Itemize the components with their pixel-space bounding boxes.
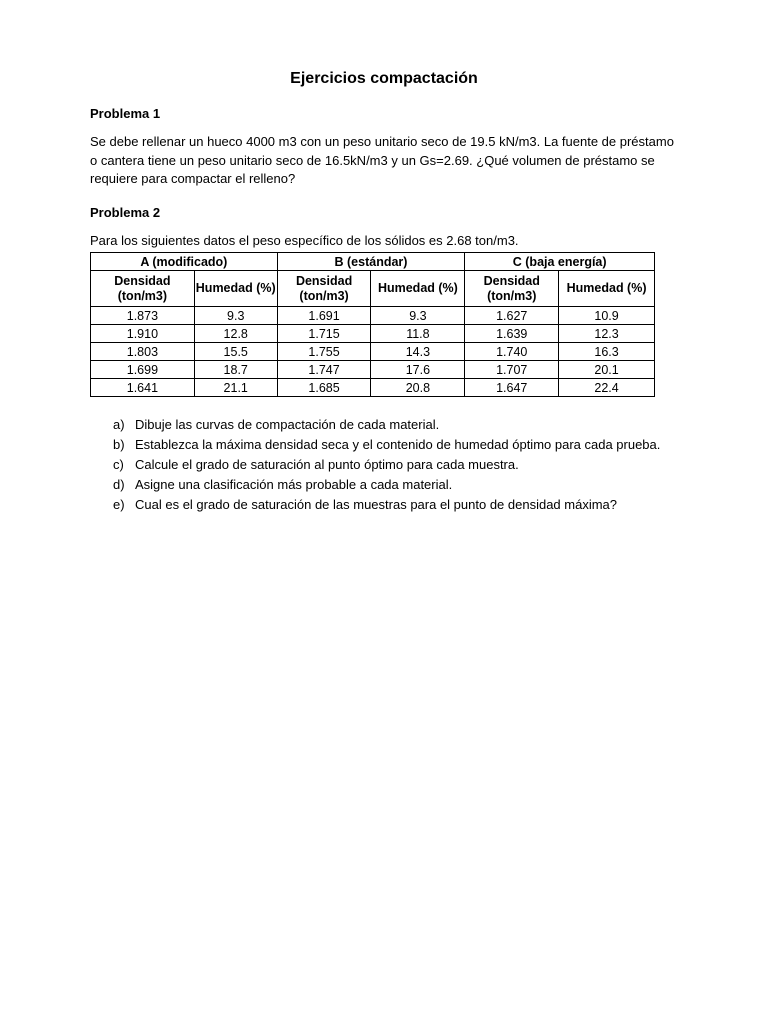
document-title: Ejercicios compactación bbox=[290, 70, 478, 87]
table-cell: 1.641 bbox=[91, 379, 195, 397]
group-header-c: C (baja energía) bbox=[465, 253, 655, 271]
table-cell: 1.647 bbox=[465, 379, 559, 397]
list-item bbox=[90, 495, 660, 515]
list-item-letter: d) bbox=[113, 477, 125, 492]
list-item-text: Cual es el grado de saturación de las muestras para el punto de densidad máxima? bbox=[135, 497, 618, 512]
group-header-b: B (estándar) bbox=[277, 253, 465, 271]
table-cell: 12.3 bbox=[559, 325, 655, 343]
compaction-data-table bbox=[90, 252, 655, 397]
table-cell: 1.755 bbox=[277, 343, 371, 361]
table-cell: 1.747 bbox=[277, 361, 371, 379]
list-item bbox=[90, 475, 660, 495]
table-cell: 1.691 bbox=[277, 307, 371, 325]
column-header-humidity: Humedad (%) bbox=[194, 271, 277, 307]
problem-1-text: Se debe rellenar un hueco 4000 m3 con un peso unitario seco de 19.5 kN/m3. La fuente de préstamo o cantera tiene un peso unitario seco de 16.5kN/m3 y un Gs=2.69. ¿Qué volumen de préstamo se requiere para compactar el relleno? bbox=[90, 134, 674, 186]
list-item-text: Dibuje las curvas de compactación de cada material. bbox=[135, 417, 440, 432]
problem-2-intro: Para los siguientes datos el peso específico de los sólidos es 2.68 ton/m3. bbox=[90, 233, 519, 248]
table-cell: 1.699 bbox=[91, 361, 195, 379]
problem-1-heading: Problema 1 bbox=[90, 106, 161, 121]
table-cell: 11.8 bbox=[371, 325, 465, 343]
table-row bbox=[91, 343, 655, 361]
list-item-letter: b) bbox=[113, 437, 125, 452]
table-row bbox=[91, 379, 655, 397]
list-item bbox=[90, 415, 660, 435]
table-cell: 16.3 bbox=[559, 343, 655, 361]
table-cell: 1.740 bbox=[465, 343, 559, 361]
column-header-humidity: Humedad (%) bbox=[559, 271, 655, 307]
table-cell: 15.5 bbox=[194, 343, 277, 361]
questions-list bbox=[90, 415, 660, 515]
list-item bbox=[90, 455, 660, 475]
list-item-text: Asigne una clasificación más probable a cada material. bbox=[135, 477, 453, 492]
table-cell: 1.639 bbox=[465, 325, 559, 343]
list-item-text: Establezca la máxima densidad seca y el contenido de humedad óptimo para cada prueba. bbox=[135, 437, 661, 452]
problem-2-heading: Problema 2 bbox=[90, 205, 161, 220]
column-header-density: Densidad (ton/m3) bbox=[277, 271, 371, 307]
table-cell: 9.3 bbox=[194, 307, 277, 325]
table-cell: 1.910 bbox=[91, 325, 195, 343]
table-cell: 1.685 bbox=[277, 379, 371, 397]
table-row bbox=[91, 325, 655, 343]
table-cell: 12.8 bbox=[194, 325, 277, 343]
table-cell: 1.873 bbox=[91, 307, 195, 325]
table-row bbox=[91, 361, 655, 379]
list-item-letter: e) bbox=[113, 497, 125, 512]
table-cell: 20.8 bbox=[371, 379, 465, 397]
table-cell: 22.4 bbox=[559, 379, 655, 397]
table-cell: 18.7 bbox=[194, 361, 277, 379]
table-cell: 1.715 bbox=[277, 325, 371, 343]
list-item-letter: a) bbox=[113, 417, 125, 432]
table-cell: 14.3 bbox=[371, 343, 465, 361]
column-header-density: Densidad (ton/m3) bbox=[465, 271, 559, 307]
group-header-a: A (modificado) bbox=[91, 253, 278, 271]
table-cell: 1.707 bbox=[465, 361, 559, 379]
table-cell: 21.1 bbox=[194, 379, 277, 397]
column-header-density: Densidad (ton/m3) bbox=[91, 271, 195, 307]
list-item-letter: c) bbox=[113, 457, 124, 472]
table-cell: 1.803 bbox=[91, 343, 195, 361]
table-cell: 17.6 bbox=[371, 361, 465, 379]
column-header-humidity: Humedad (%) bbox=[371, 271, 465, 307]
table-cell: 9.3 bbox=[371, 307, 465, 325]
table-cell: 1.627 bbox=[465, 307, 559, 325]
table-cell: 10.9 bbox=[559, 307, 655, 325]
list-item bbox=[90, 435, 660, 455]
list-item-text: Calcule el grado de saturación al punto óptimo para cada muestra. bbox=[135, 457, 519, 472]
table-row bbox=[91, 307, 655, 325]
table-cell: 20.1 bbox=[559, 361, 655, 379]
